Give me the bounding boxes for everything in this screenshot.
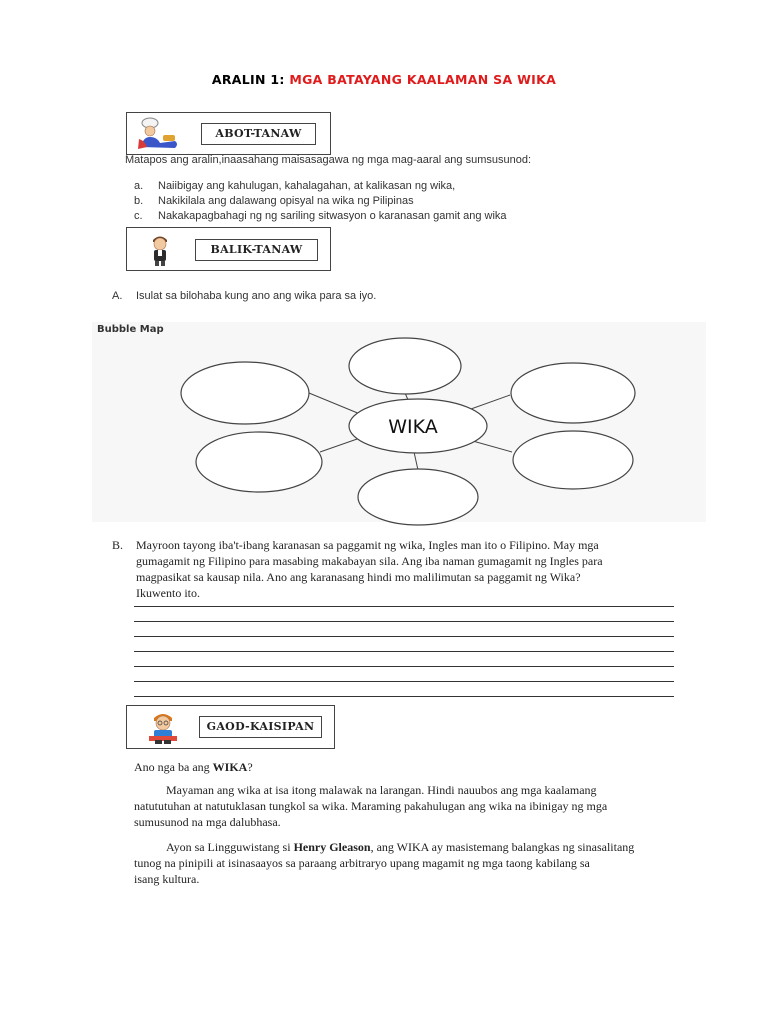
para2-bold: Henry Gleason [293,840,371,854]
answer-line[interactable] [134,651,674,652]
bubble-center-label: WIKA [388,416,438,438]
activity-b-marker: B. [112,538,124,552]
paragraph-1-line: natututuhan at natutuklasan tungkol sa wika. Maraming pakahulugan ang wika na ibinigay ng mga [134,799,608,813]
bubble-upper-right [511,363,635,423]
activity-b-line: gumagamit ng Filipino para masabing makabayan sila. Ang iba naman gumagamit ng Ingles para [136,554,603,568]
question-bold: WIKA [212,760,248,774]
activity-a-text: Isulat sa bilohaba kung ano ang wika para sa iyo. [136,290,377,302]
bubble-lower-left [196,432,322,492]
objective-b-marker: b. [134,195,144,207]
answer-line[interactable] [134,696,674,697]
para2-pre: Ayon sa Lingguwistang si [166,840,294,854]
answer-line[interactable] [134,606,674,607]
connector-lower-left [320,438,360,452]
paragraph-2-line: isang kultura. [134,872,200,886]
paragraph-1-line: sumusunod na mga dalubhasa. [134,815,281,829]
paragraph-1-line: Mayaman ang wika at isa itong malawak na larangan. Hindi nauubos ang mga kaalamang [166,783,597,797]
question-post: ? [247,760,253,774]
connector-upper-left [309,393,360,414]
activity-b-line: Ikuwento ito. [136,586,200,600]
answer-line[interactable] [134,621,674,622]
lesson-name: MGA BATAYANG KAALAMAN SA WIKA [289,72,557,87]
objective-c-marker: c. [134,210,143,222]
connector-bottom [414,452,418,470]
paragraph-1 [134,782,676,830]
activity-b-line: magpasikat sa kausap nila. Ano ang karanasang hindi mo malilimutan sa paggamit ng Wika? [136,570,581,584]
paragraph-2-line: tunog na pinipili at isinasaayos sa paraang arbitraryo upang magamit ng mga taong kabilang sa [134,856,590,870]
question-pre: Ano nga ba ang [134,760,213,774]
objective-a-marker: a. [134,180,144,192]
answer-line[interactable] [134,681,674,682]
balik-tanaw-label: BALIK-TANAW [195,239,318,261]
abot-tanaw-label: ABOT-TANAW [201,123,316,145]
objective-b-text: Nakikilala ang dalawang opisyal na wika ng Pilipinas [158,195,414,207]
bubble-upper-left [181,362,309,424]
bubble-lower-right [513,431,633,489]
activity-b-text [136,537,676,601]
objective-a-text: Naiibigay ang kahulugan, kahalagahan, at kalikasan ng wika, [158,180,456,192]
paragraph-2 [134,839,676,887]
para2-post: , ang WIKA ay masistemang balangkas ng sinasalitang [370,840,635,854]
lesson-number: ARALIN 1: [211,72,285,87]
student-icon [145,709,181,746]
gaod-kaisipan-label: GAOD-KAISIPAN [199,716,322,738]
activity-b-line: Mayroon tayong iba't-ibang karanasan sa paggamit ng wika, Ingles man ito o Filipino. May mga [136,538,599,552]
objective-c-text: Nakakapagbahagi ng ng sariling sitwasyon o karanasan gamit ang wika [158,210,507,222]
bubble-top [349,338,461,394]
paragraph-2-line [134,839,676,855]
wika-question [134,759,253,775]
bubble-bottom [358,469,478,525]
answer-line[interactable] [134,666,674,667]
gaod-kaisipan-header [126,705,335,749]
answer-line[interactable] [134,636,674,637]
bubble-map-heading: Bubble Map [97,324,164,335]
activity-a-marker: A. [112,290,123,302]
objectives-intro: Matapos ang aralin,inaasahang maisasagawa ng mga mag-aaral ang sumsusunod: [125,154,532,166]
answer-lines[interactable] [134,606,674,698]
